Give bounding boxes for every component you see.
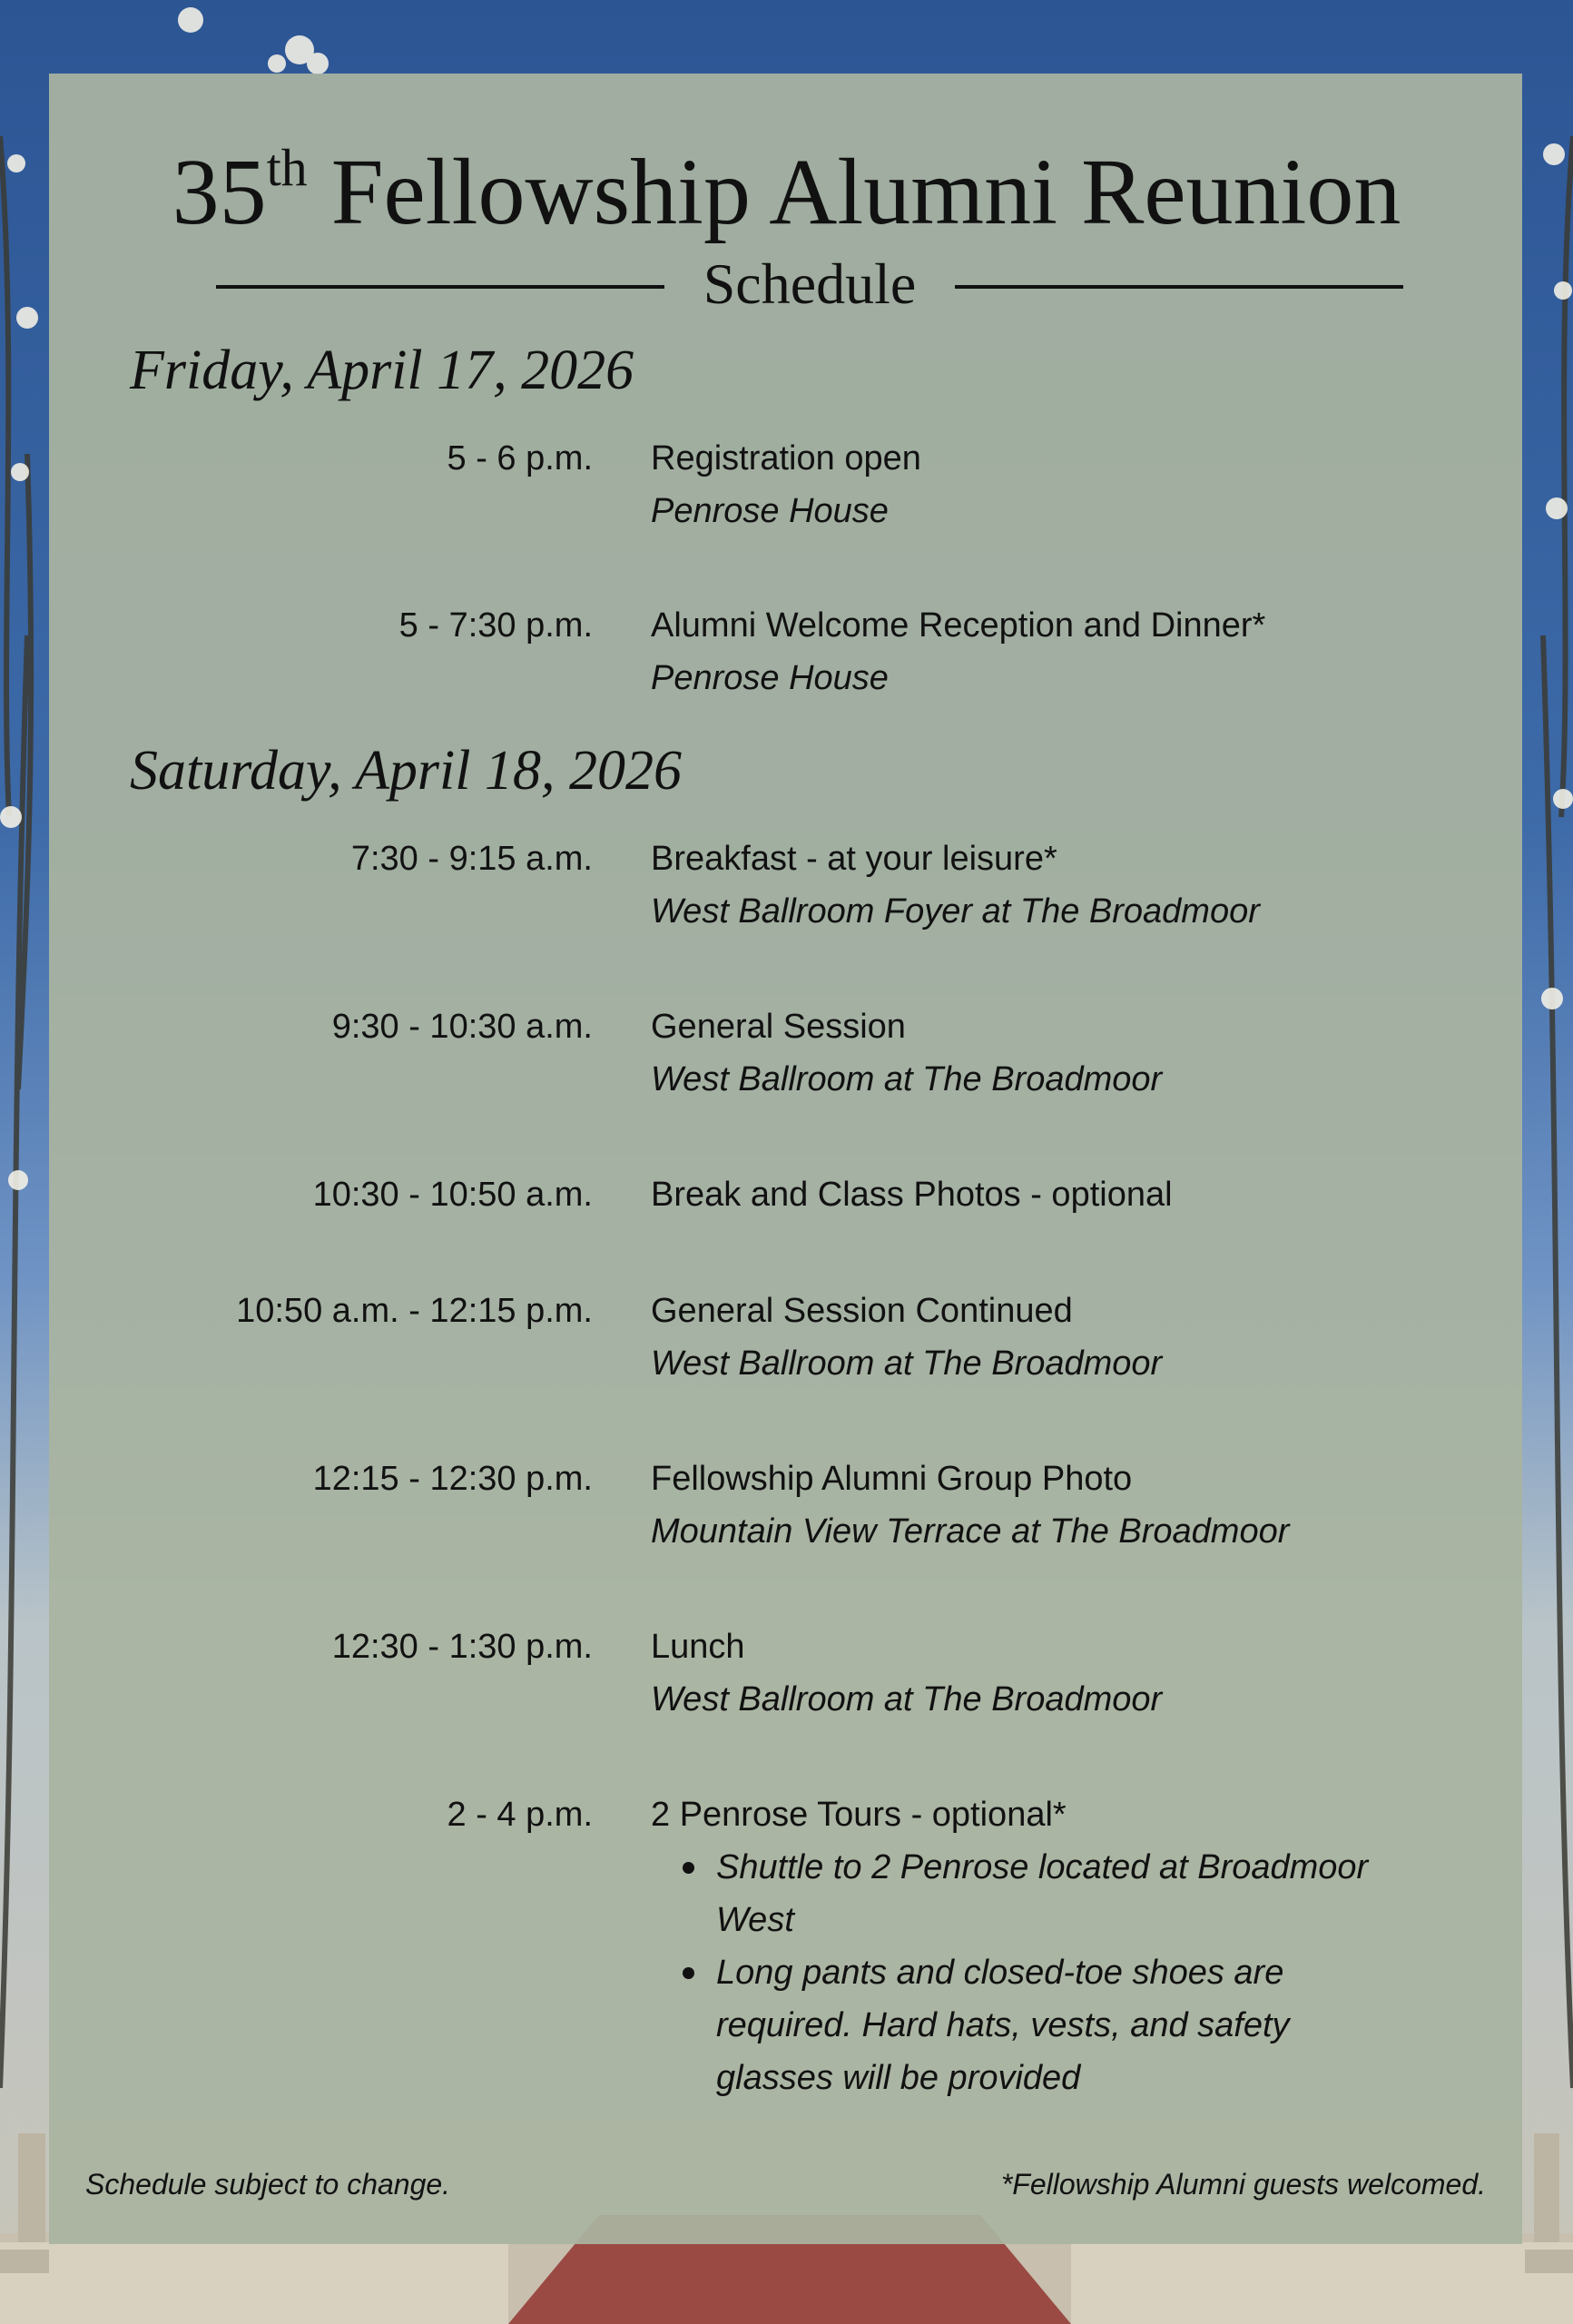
event-details (651, 432, 1431, 537)
event-title: General Session Continued (651, 1292, 1073, 1330)
tour-notes-list (651, 1841, 1431, 2104)
event-time: 5 - 7:30 p.m. (398, 606, 593, 645)
event-location: West Ballroom Foyer at The Broadmoor (651, 892, 1260, 931)
event-details (651, 1788, 1431, 2104)
event-location: Mountain View Terrace at The Broadmoor (651, 1512, 1290, 1551)
event-location: West Ballroom at The Broadmoor (651, 1680, 1163, 1718)
event-time: 10:30 - 10:50 a.m. (312, 1176, 593, 1214)
title-text: Fellowship Alumni Reunion (307, 140, 1401, 244)
page-title (0, 138, 1573, 247)
footer-disclaimer: Schedule subject to change. (85, 2168, 451, 2201)
list-item: Shuttle to 2 Penrose located at Broadmoor West (716, 1841, 1370, 1946)
event-time: 5 - 6 p.m. (447, 439, 593, 478)
event-details (651, 1620, 1431, 1726)
event-title: Alumni Welcome Reception and Dinner* (651, 606, 1266, 645)
event-time: 12:15 - 12:30 p.m. (312, 1460, 593, 1498)
subtitle-row (216, 252, 1403, 316)
event-title: General Session (651, 1008, 906, 1046)
event-title: Registration open (651, 439, 921, 478)
title-ordinal-suffix: th (266, 138, 308, 197)
event-title: Lunch (651, 1628, 745, 1666)
title-number: 35 (172, 140, 267, 244)
event-time: 10:50 a.m. - 12:15 p.m. (236, 1292, 593, 1330)
day-heading-friday: Friday, April 17, 2026 (130, 340, 634, 401)
event-location: West Ballroom at The Broadmoor (651, 1060, 1163, 1098)
event-location: Penrose House (651, 659, 889, 697)
event-details (651, 1168, 1431, 1221)
event-time: 2 - 4 p.m. (447, 1796, 593, 1834)
list-item: Long pants and closed-toe shoes are required. Hard hats, vests, and safety glasses will be provided (716, 1946, 1370, 2104)
event-title: Break and Class Photos - optional (651, 1176, 1173, 1214)
day-heading-saturday: Saturday, April 18, 2026 (130, 740, 682, 802)
event-details (651, 832, 1431, 938)
subtitle: Schedule (703, 251, 917, 316)
event-time: 9:30 - 10:30 a.m. (331, 1008, 593, 1046)
footer-guests-note: *Fellowship Alumni guests welcomed. (1000, 2168, 1486, 2201)
event-title: Fellowship Alumni Group Photo (651, 1460, 1133, 1498)
event-time: 12:30 - 1:30 p.m. (331, 1628, 593, 1666)
event-location: Penrose House (651, 492, 889, 530)
event-details (651, 599, 1431, 704)
event-details (651, 1452, 1431, 1558)
event-details (651, 1000, 1431, 1106)
subtitle-rule-right (955, 285, 1403, 289)
event-time: 7:30 - 9:15 a.m. (350, 840, 593, 878)
event-details (651, 1285, 1431, 1390)
event-location: West Ballroom at The Broadmoor (651, 1344, 1163, 1383)
event-title: Breakfast - at your leisure* (651, 840, 1057, 878)
event-title: 2 Penrose Tours - optional* (651, 1796, 1067, 1834)
